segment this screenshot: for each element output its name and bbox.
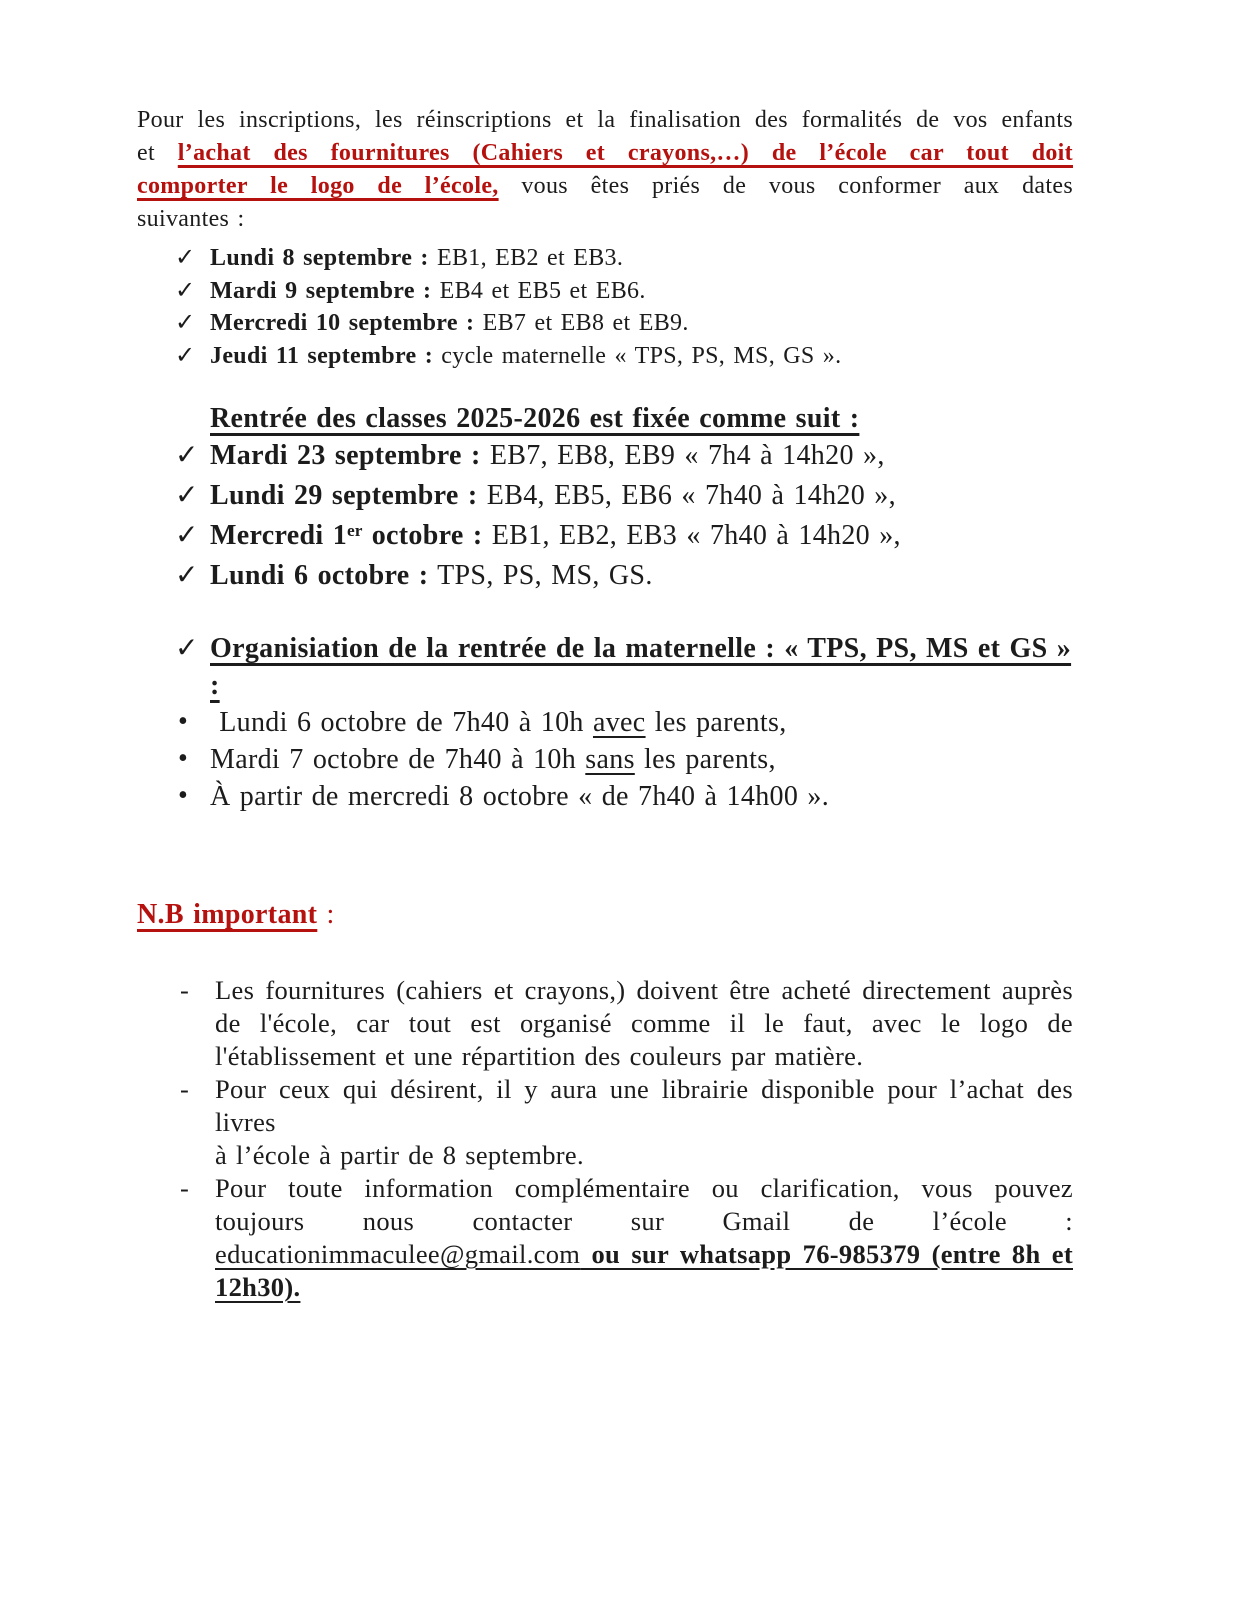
- checkmark-icon: ✓: [175, 277, 196, 304]
- bullet-icon: •: [178, 743, 189, 774]
- list-item: [137, 307, 1073, 340]
- intro-line3-suffix: vous êtes priés de vous conformer aux dates: [498, 173, 1073, 199]
- intro-line-4: suivantes :: [137, 206, 245, 232]
- list-item: [137, 517, 1073, 557]
- nb-heading: [137, 897, 1073, 933]
- rentree-heading-text: Rentrée des classes 2025-2026 est fixée comme suit :: [210, 403, 860, 434]
- note-line: Pour ceux qui désirent, il y aura une librairie disponible pour l’achat des livres: [215, 1074, 1073, 1137]
- inscription-dates-list: [137, 242, 1073, 372]
- intro-line-1: Pour les inscriptions, les réinscriptions et la finalisation des formalités de vos enfants: [137, 107, 1073, 133]
- maternelle-section: [137, 630, 1073, 815]
- checkmark-icon: ✓: [175, 310, 196, 336]
- note-contact-line: [215, 1238, 1073, 1271]
- list-item: [137, 741, 1073, 778]
- intro-paragraph: [137, 104, 1073, 236]
- date-label: Jeudi 11 septembre :: [210, 342, 434, 369]
- list-item: [137, 275, 1073, 308]
- bullet-icon: •: [178, 706, 189, 737]
- whatsapp-info: ou sur whatsapp 76-985379 (entre 8h et: [580, 1239, 1073, 1269]
- dash-icon: -: [180, 1074, 190, 1104]
- bullet-icon: •: [178, 780, 189, 811]
- note-line: à l’école à partir de 8 septembre.: [215, 1140, 584, 1170]
- list-item: [137, 477, 1073, 517]
- bullet-text: Mardi 7 octobre de 7h40 à 10h: [210, 744, 586, 775]
- rentree-heading: [137, 400, 1073, 437]
- note-line: de l'école, car tout est organisé comme il le faut, avec le logo de: [215, 1008, 1073, 1038]
- intro-line-3: [137, 170, 1073, 203]
- date-label: Mardi 23 septembre :: [210, 440, 481, 471]
- superscript: er: [347, 521, 363, 541]
- note-line: toujours nous contacter sur Gmail de l’école :: [215, 1206, 1073, 1236]
- checkmark-icon: ✓: [175, 560, 199, 591]
- email-address: educationimmaculee@gmail.com: [215, 1239, 581, 1269]
- nb-title: N.B important: [137, 899, 318, 930]
- date-text: cycle maternelle « TPS, PS, MS, GS ».: [433, 342, 842, 369]
- checkmark-icon: ✓: [175, 520, 199, 551]
- checkmark-icon: ✓: [175, 633, 199, 664]
- date-text: EB1, EB2, EB3 « 7h40 à 14h20 »,: [482, 520, 901, 551]
- note-item: [137, 1073, 1073, 1172]
- date-text: EB7 et EB8 et EB9.: [474, 310, 689, 336]
- date-text: TPS, PS, MS, GS.: [428, 560, 653, 591]
- date-text: EB1, EB2 et EB3.: [428, 245, 624, 271]
- date-text: EB4 et EB5 et EB6.: [431, 277, 646, 304]
- list-item: [137, 778, 1073, 815]
- date-label: Mercredi 10 septembre :: [210, 310, 475, 336]
- rentree-section: [137, 400, 1073, 597]
- dash-icon: -: [180, 975, 190, 1005]
- checkmark-icon: ✓: [175, 342, 196, 369]
- note-line: Pour toute information complémentaire ou clarification, vous pouvez: [215, 1173, 1073, 1203]
- maternelle-heading: [137, 630, 1073, 704]
- date-label: Mardi 9 septembre :: [210, 277, 432, 304]
- list-item: [137, 437, 1073, 477]
- intro-line3-red-text: comporter le logo de l’école,: [137, 173, 499, 199]
- bullet-text-suffix: les parents,: [634, 744, 776, 775]
- note-item: [137, 1172, 1073, 1304]
- date-label-suffix: octobre :: [362, 520, 483, 551]
- date-label: Lundi 6 octobre :: [210, 560, 429, 591]
- maternelle-heading-text: Organisiation de la rentrée de la maternelle : « TPS, PS, MS et GS » :: [210, 633, 1072, 701]
- underlined-word: sans: [585, 744, 635, 775]
- note-line-hours: 12h30).: [215, 1272, 301, 1302]
- nb-colon: :: [317, 899, 335, 930]
- checkmark-icon: ✓: [175, 440, 199, 471]
- checkmark-icon: ✓: [175, 245, 196, 271]
- intro-line2-prefix: et: [137, 140, 178, 166]
- intro-line-2: [137, 137, 1073, 170]
- date-text: EB4, EB5, EB6 « 7h40 à 14h20 »,: [477, 480, 896, 511]
- checkmark-icon: ✓: [175, 480, 199, 511]
- date-label: Lundi 8 septembre :: [210, 245, 429, 271]
- dash-icon: -: [180, 1173, 190, 1203]
- bullet-text: Lundi 6 octobre de 7h40 à 10h: [210, 707, 593, 738]
- note-line: Les fournitures (cahiers et crayons,) doivent être acheté directement auprès: [215, 975, 1073, 1005]
- intro-line2-red-text: l’achat des fournitures (Cahiers et crayons,…) de l’école car tout doit: [177, 140, 1073, 166]
- bullet-text: À partir de mercredi 8 octobre « de 7h40 à 14h00 ».: [210, 781, 830, 812]
- date-label: Mercredi 1: [210, 520, 348, 551]
- underlined-word: avec: [592, 707, 646, 738]
- list-item: [137, 557, 1073, 597]
- date-label: Lundi 29 septembre :: [210, 480, 478, 511]
- list-item: [137, 340, 1073, 373]
- list-item: [137, 242, 1073, 275]
- bullet-text-suffix: les parents,: [645, 707, 787, 738]
- note-line: l'établissement et une répartition des couleurs par matière.: [215, 1041, 864, 1071]
- nb-notes-list: [137, 974, 1073, 1304]
- date-text: EB7, EB8, EB9 « 7h4 à 14h20 »,: [480, 440, 885, 471]
- list-item: [137, 704, 1073, 741]
- note-item: [137, 974, 1073, 1073]
